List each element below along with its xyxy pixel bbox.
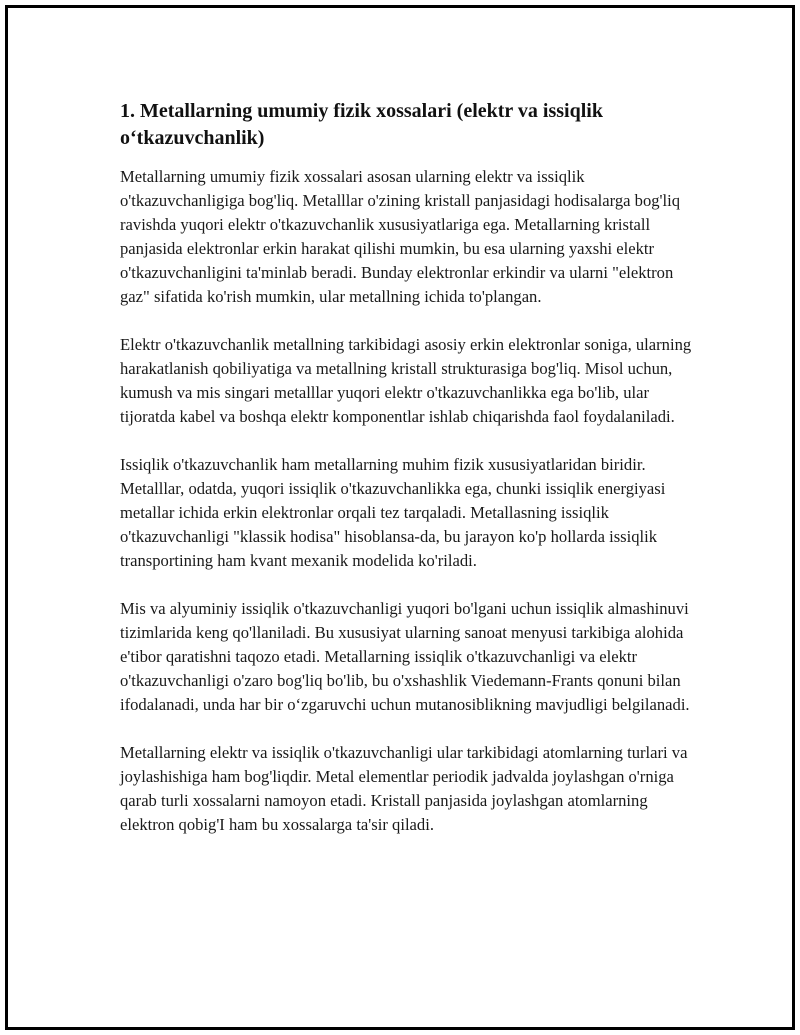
document-body: [120, 98, 700, 861]
section-title: 1. Metallarning umumiy fizik xossalari (elektr va issiqlik o‘tkazuvchanlik): [120, 100, 603, 149]
paragraph-4: Mis va alyuminiy issiqlik o'tkazuvchanligi yuqori bo'lgani uchun issiqlik almashinuvi tizimlarida keng qo'llaniladi. Bu xususiyat ularning sanoat menyusi tarkibiga alohida e'tibor qaratishni taqozo etadi. Metallarning issiqlik o'tkazuvchanligi va elektr o'tkazuvchanligi o'zaro bog'liq bo'lib, bu o'xshashlik Viedemann-Frants qonuni bilan ifodalanadi, unda har bir o‘zgaruvchi uchun mutanosiblikning mavjudligi belgilanadi.: [120, 599, 690, 714]
paragraph-5: Metallarning elektr va issiqlik o'tkazuvchanligi ular tarkibidagi atomlarning turlari va joylashishiga ham bog'liqdir. Metal elementlar periodik jadvalda joylashgan o'rniga qarab turli xossalarni namoyon etadi. Kristall panjasida joylashgan atomlarning elektron qobig'I ham bu xossalarga ta'sir qiladi.: [120, 743, 688, 834]
paragraph-2: Elektr o'tkazuvchanlik metallning tarkibidagi asosiy erkin elektronlar soniga, ularning harakatlanish qobiliyatiga va metallning kristall strukturasiga bog'liq. Misol uchun, kumush va mis singari metalllar yuqori elektr o'tkazuvchanlikka ega bo'lib, ular tijoratda kabel va boshqa elektr komponentlar ishlab chiqarishda faol foydalaniladi.: [120, 335, 692, 426]
page-border: [5, 5, 795, 1030]
paragraph-1: Metallarning umumiy fizik xossalari asosan ularning elektr va issiqlik o'tkazuvchanligiga bog'liq. Metalllar o'zining kristall panjasidagi hodisalarga bog'liq ravishda yuqori elektr o'tkazuvchanlik xususiyatlariga ega. Metallarning kristall panjasida elektronlar erkin harakat qilishi mumkin, bu esa ularning yaxshi elektr o'tkazuvchanligini ta'minlab beradi. Bunday elektronlar erkindir va ularni "elektron gaz" sifatida ko'rish mumkin, ular metallning ichida to'plangan.: [120, 167, 681, 306]
paragraph-3: Issiqlik o'tkazuvchanlik ham metallarning muhim fizik xususiyatlaridan biridir. Metalllar, odatda, yuqori issiqlik o'tkazuvchanlikka ega, chunki issiqlik energiyasi metallar ichida erkin elektronlar orqali tez tarqaladi. Metallasning issiqlik o'tkazuvchanligi "klassik hodisa" hisoblansa-da, bu jarayon ko'p hollarda issiqlik transportining ham kvant mexanik modelida ko'riladi.: [120, 455, 666, 570]
